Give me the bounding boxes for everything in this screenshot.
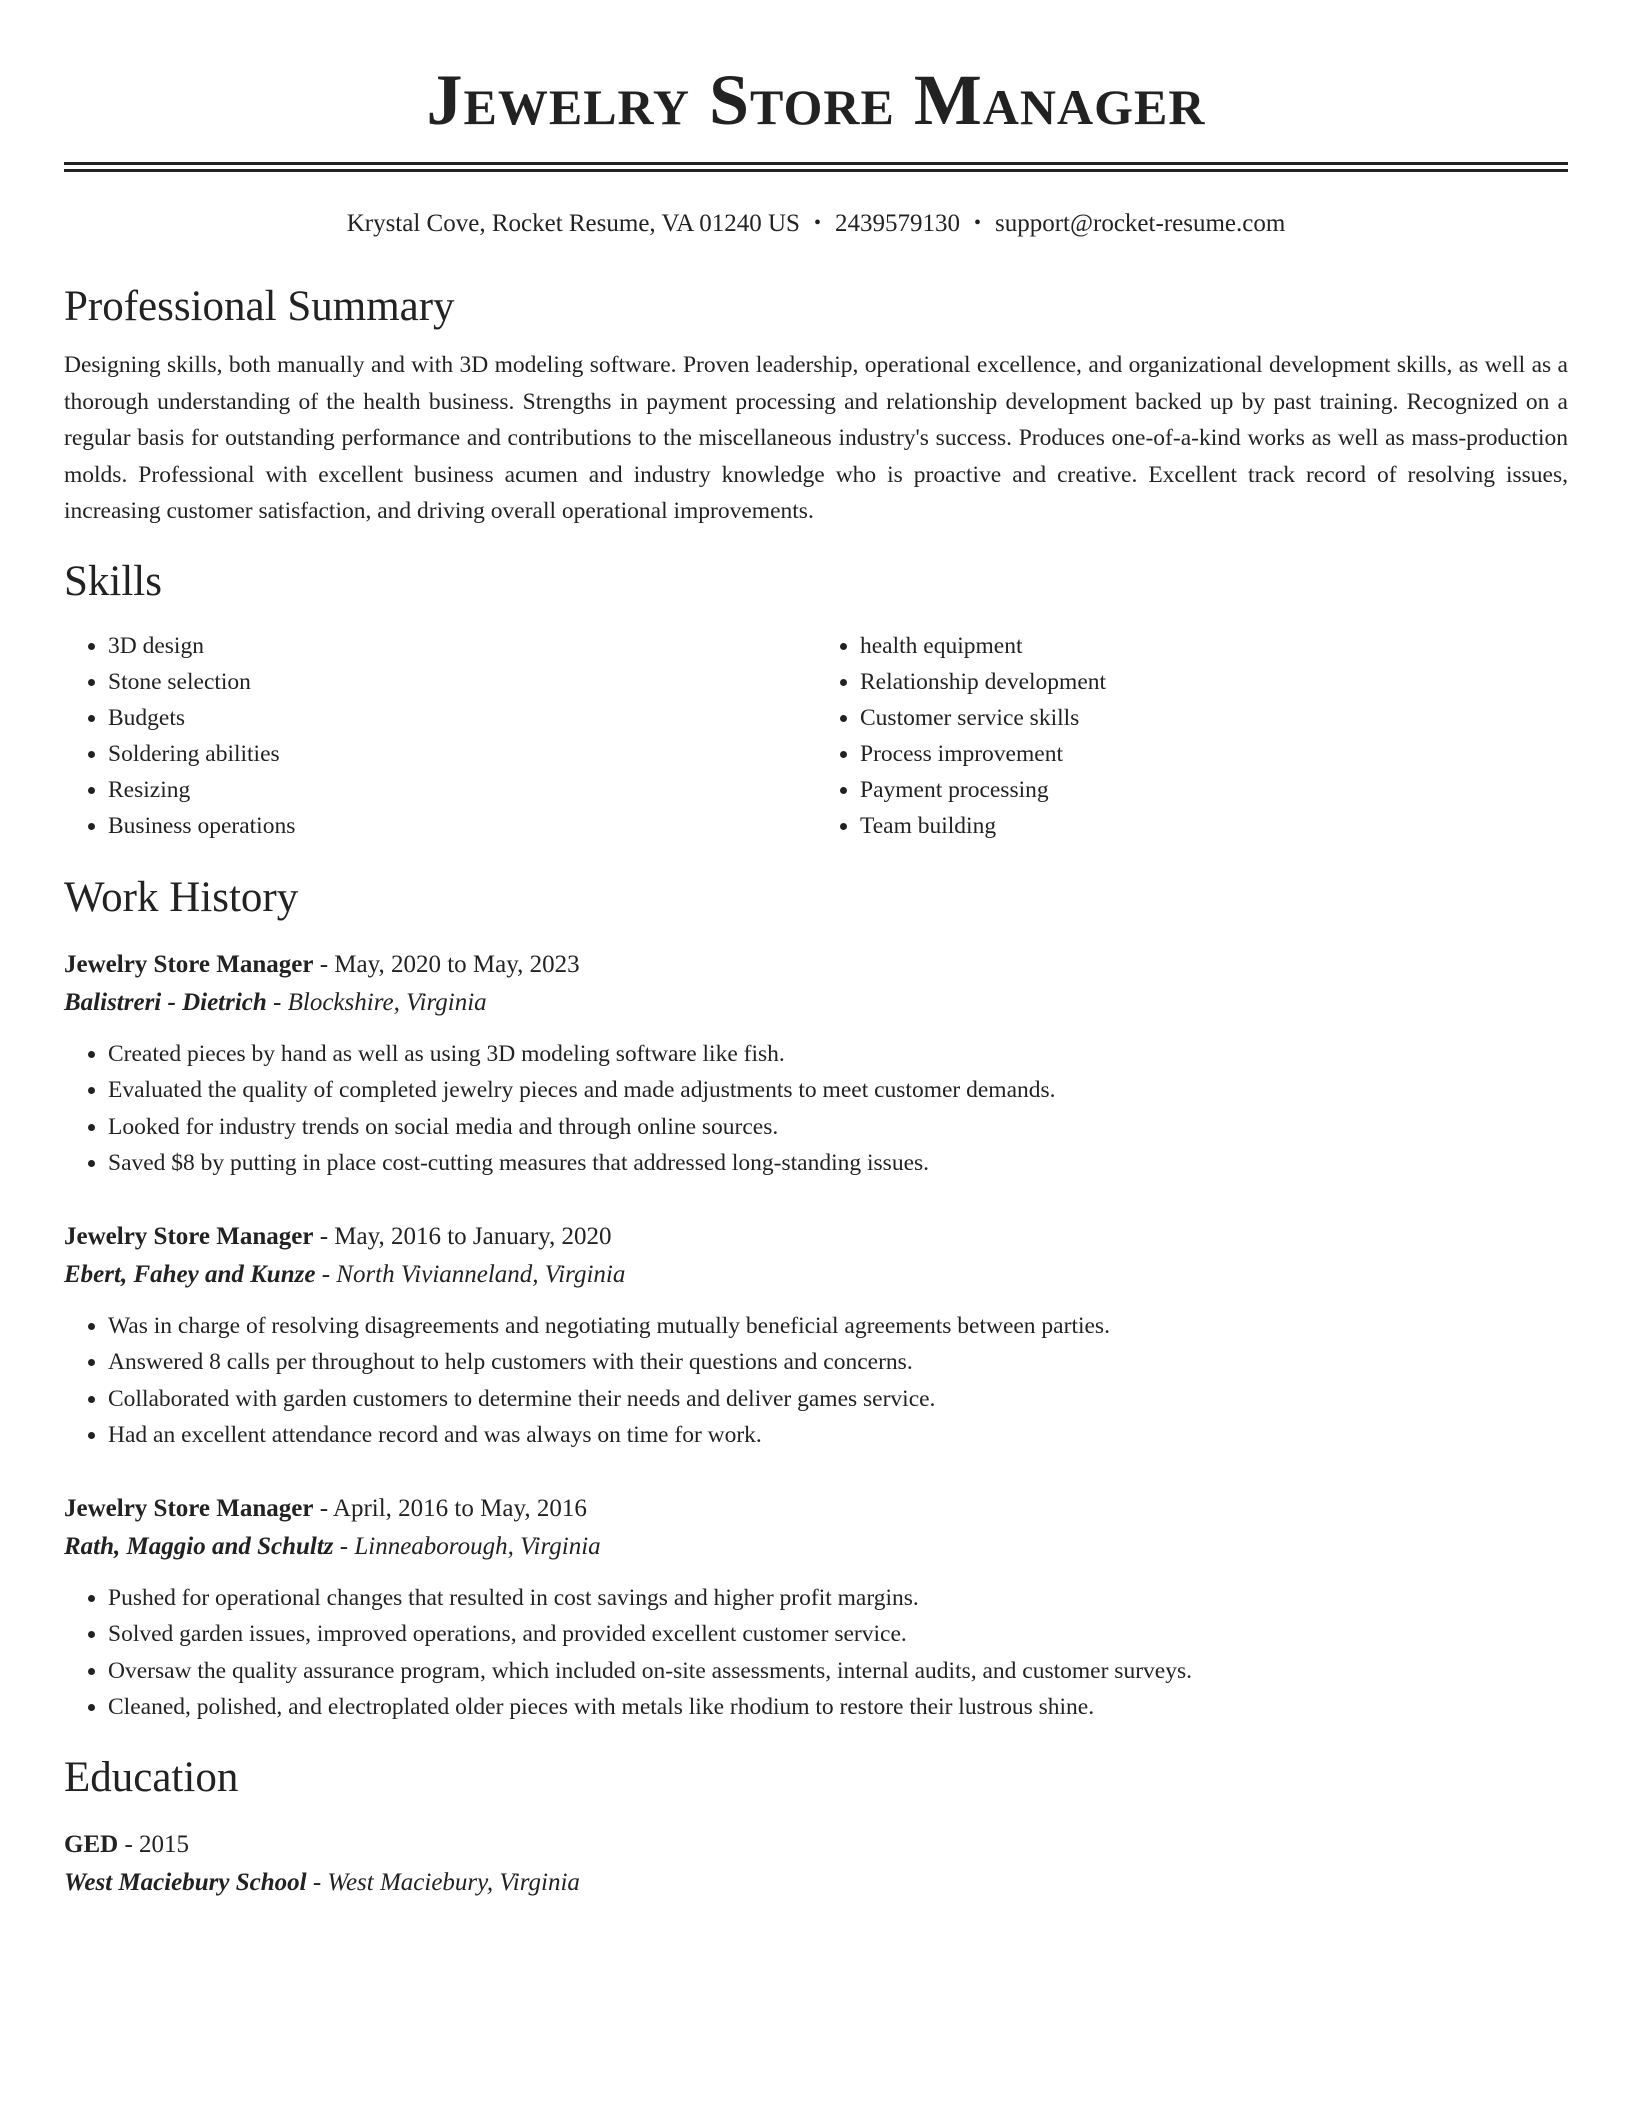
job-header [64, 946, 1568, 984]
job-entry [64, 946, 1568, 1182]
job-location: - North Vivianneland, Virginia [315, 1260, 626, 1288]
skills-list [64, 628, 1568, 844]
skills-column-left [64, 628, 816, 844]
job-bullet: • Oversaw the quality assurance program, which included on-site assessments, internal audits, and customer surveys. [108, 1653, 1568, 1690]
job-bullet: • Saved $8 by putting in place cost-cutting measures that addressed long-standing issues. [108, 1145, 1568, 1182]
work-history-heading: Work History [64, 873, 299, 921]
contact-separator: • [813, 212, 821, 234]
job-bullet: • Cleaned, polished, and electroplated older pieces with metals like rhodium to restore their lustrous shine. [108, 1689, 1568, 1726]
contact-address: Krystal Cove, Rocket Resume, VA 01240 US [346, 210, 800, 237]
skill-item: • health equipment [860, 628, 1568, 664]
job-employer [64, 1256, 1568, 1294]
summary-text: Designing skills, both manually and with 3D modeling software. Proven leadership, operational excellence, and organizational development skills, as well as a thorough understanding of the health business. Strengths in payment processing and relationship development backed up by past training. Recognized on a regular basis for outstanding performance and contributions to the miscellaneous industry's success. Produces one-of-a-kind works as well as mass-production molds. Professional with excellent business acumen and industry knowledge who is proactive and creative. Excellent track record of resolving issues, increasing customer satisfaction, and driving overall operational improvements. [64, 352, 1568, 524]
job-employer [64, 1528, 1568, 1566]
job-employer [64, 984, 1568, 1022]
job-bullets [64, 1036, 1568, 1182]
job-dates: - May, 2020 to May, 2023 [313, 950, 580, 978]
job-company: Balistreri - Dietrich [64, 988, 267, 1016]
skill-item: • Budgets [108, 700, 816, 736]
job-location: - Blockshire, Virginia [266, 988, 487, 1016]
job-dates: - May, 2016 to January, 2020 [313, 1222, 612, 1250]
education-year: - 2015 [118, 1830, 190, 1858]
job-bullets [64, 1308, 1568, 1454]
skill-item: • Stone selection [108, 664, 816, 700]
skill-item: • Team building [860, 808, 1568, 844]
job-entry [64, 1218, 1568, 1454]
skill-item: • 3D design [108, 628, 816, 664]
contact-line [64, 206, 1568, 241]
skill-item: • Soldering abilities [108, 736, 816, 772]
skill-item: • Customer service skills [860, 700, 1568, 736]
job-bullet: • Answered 8 calls per throughout to help customers with their questions and concerns. [108, 1344, 1568, 1381]
skills-heading: Skills [64, 557, 162, 605]
title-divider [64, 162, 1568, 172]
job-bullet: • Collaborated with garden customers to determine their needs and deliver games service. [108, 1381, 1568, 1418]
job-bullet: • Had an excellent attendance record and was always on time for work. [108, 1417, 1568, 1454]
job-role: Jewelry Store Manager [64, 1494, 314, 1522]
job-bullet: • Solved garden issues, improved operations, and provided excellent customer service. [108, 1616, 1568, 1653]
job-role: Jewelry Store Manager [64, 950, 314, 978]
job-header [64, 1490, 1568, 1528]
contact-phone: 2439579130 [834, 210, 960, 237]
job-bullet: • Created pieces by hand as well as using 3D modeling software like fish. [108, 1036, 1568, 1073]
skill-item: • Process improvement [860, 736, 1568, 772]
job-location: - Linneaborough, Virginia [333, 1532, 601, 1560]
job-dates: - April, 2016 to May, 2016 [313, 1494, 587, 1522]
education-entry [64, 1826, 1568, 1902]
job-bullet: • Pushed for operational changes that resulted in cost savings and higher profit margins. [108, 1580, 1568, 1617]
job-entry [64, 1490, 1568, 1726]
skill-item: • Resizing [108, 772, 816, 808]
job-company: Ebert, Fahey and Kunze [64, 1260, 316, 1288]
job-bullets [64, 1580, 1568, 1726]
education-school: West Maciebury School [64, 1868, 307, 1896]
education-degree: GED [64, 1830, 119, 1858]
job-company: Rath, Maggio and Schultz [64, 1532, 334, 1560]
education-heading: Education [64, 1753, 239, 1801]
skill-item: • Relationship development [860, 664, 1568, 700]
skill-item: • Business operations [108, 808, 816, 844]
skills-column-right [816, 628, 1568, 844]
contact-email: support@rocket-resume.com [994, 210, 1286, 237]
summary-heading: Professional Summary [64, 283, 455, 330]
resume-name: Jewelry Store Manager [426, 60, 1206, 140]
contact-separator: • [973, 212, 981, 234]
job-header [64, 1218, 1568, 1256]
skill-item: • Payment processing [860, 772, 1568, 808]
education-header [64, 1826, 1568, 1864]
job-bullet: • Was in charge of resolving disagreements and negotiating mutually beneficial agreements between parties. [108, 1308, 1568, 1345]
job-role: Jewelry Store Manager [64, 1222, 314, 1250]
job-bullet: • Looked for industry trends on social media and through online sources. [108, 1109, 1568, 1146]
job-bullet: • Evaluated the quality of completed jewelry pieces and made adjustments to meet customer demands. [108, 1072, 1568, 1109]
education-location: - West Maciebury, Virginia [306, 1868, 580, 1896]
education-school-line [64, 1864, 1568, 1902]
